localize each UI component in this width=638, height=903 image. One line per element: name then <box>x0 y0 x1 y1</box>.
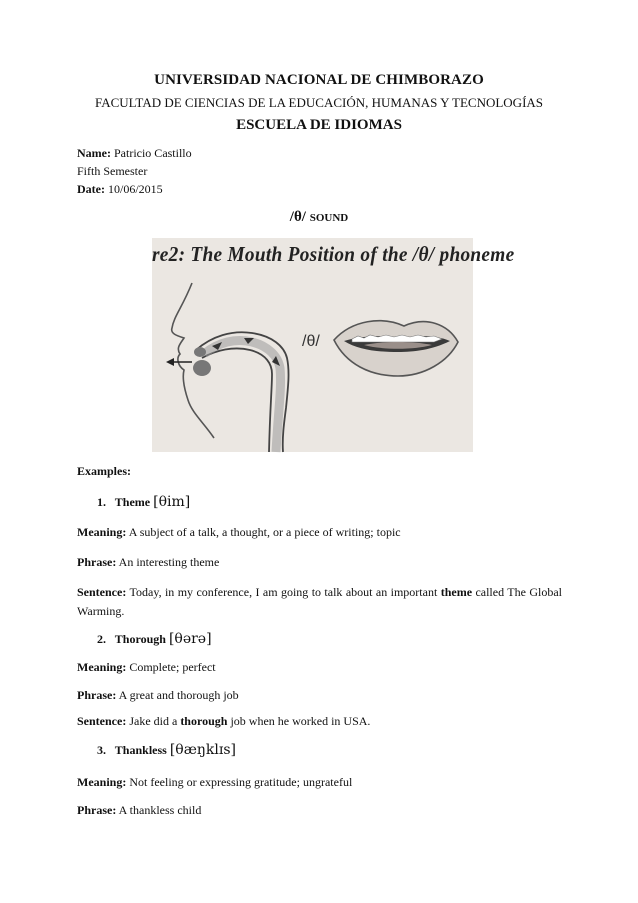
example-1-sentence <box>77 583 562 621</box>
meaning-label: Meaning: <box>77 660 127 674</box>
meaning-text: Complete; perfect <box>129 660 216 674</box>
faculty-title: FACULTAD DE CIENCIAS DE LA EDUCACIÓN, HUMANAS Y TECNOLOGÍAS <box>94 95 544 110</box>
date-label: Date: <box>77 182 105 196</box>
example-1-ipa: [θim] <box>153 494 191 510</box>
example-2-phrase <box>77 688 239 703</box>
meaning-text: Not feeling or expressing gratitude; ungrateful <box>129 775 353 789</box>
example-2-meaning <box>77 660 216 675</box>
example-3-word: Thankless <box>114 743 167 757</box>
examples-heading: Examples: <box>77 464 131 478</box>
face-profile-outline <box>172 283 214 438</box>
mouth-diagram <box>152 238 515 452</box>
phrase-text: An interesting theme <box>118 555 220 569</box>
sound-word: SOUND <box>309 212 349 224</box>
sentence-text-pre: Today, in my conference, I am going to talk about an important <box>129 585 441 599</box>
example-3-phrase <box>77 803 201 818</box>
phrase-text: A thankless child <box>118 803 202 817</box>
example-1-number: 1. <box>97 495 106 509</box>
example-1-heading <box>97 494 190 510</box>
sentence-keyword: theme <box>440 585 473 599</box>
sentence-text-pre: Jake did a <box>129 714 181 728</box>
figure-caption: re2: The Mouth Position of the /θ/ phoneme <box>152 242 515 266</box>
date-line <box>77 182 163 197</box>
phrase-label: Phrase: <box>77 555 117 569</box>
example-2-word: Thorough <box>114 632 166 646</box>
sentence-keyword: thorough <box>180 714 228 728</box>
diagram-phoneme-label: /θ/ <box>302 333 320 350</box>
sentence-text-post: called The Global Warming. <box>77 585 562 618</box>
sentence-label: Sentence: <box>77 714 127 728</box>
example-3-ipa: [θæŋklɪs] <box>169 742 236 758</box>
university-title: UNIVERSIDAD NACIONAL DE CHIMBORAZO <box>154 72 484 88</box>
mouth-position-figure <box>152 238 515 452</box>
example-1-meaning <box>77 525 401 540</box>
student-name: Patricio Castillo <box>113 146 192 160</box>
semester-line: Fifth Semester <box>77 164 148 178</box>
sound-symbol: /θ/ <box>289 209 306 225</box>
school-title: ESCUELA DE IDIOMAS <box>236 117 402 133</box>
meaning-text: A subject of a talk, a thought, or a piece of writing; topic <box>128 525 401 539</box>
example-1-phrase <box>77 555 219 570</box>
example-2-sentence <box>77 714 370 729</box>
example-3-meaning <box>77 775 352 790</box>
student-name-line <box>77 146 192 161</box>
sentence-label: Sentence: <box>77 585 127 599</box>
example-1-word: Theme <box>114 495 151 509</box>
example-3-number: 3. <box>97 743 106 757</box>
name-label: Name: <box>77 146 111 160</box>
example-3-heading <box>97 742 236 758</box>
meaning-label: Meaning: <box>77 775 127 789</box>
phrase-text: A great and thorough job <box>118 688 239 702</box>
sound-heading <box>0 209 638 226</box>
arrow-head-out <box>166 358 174 366</box>
phrase-label: Phrase: <box>77 688 117 702</box>
phrase-label: Phrase: <box>77 803 117 817</box>
meaning-label: Meaning: <box>77 525 127 539</box>
example-2-number: 2. <box>97 632 106 646</box>
sentence-text-post: job when he worked in USA. <box>227 714 371 728</box>
date-value: 10/06/2015 <box>107 182 163 196</box>
example-2-heading <box>97 631 212 647</box>
upper-teeth <box>194 347 206 357</box>
tongue-tip <box>193 360 211 376</box>
example-2-ipa: [θərə] <box>168 631 212 647</box>
